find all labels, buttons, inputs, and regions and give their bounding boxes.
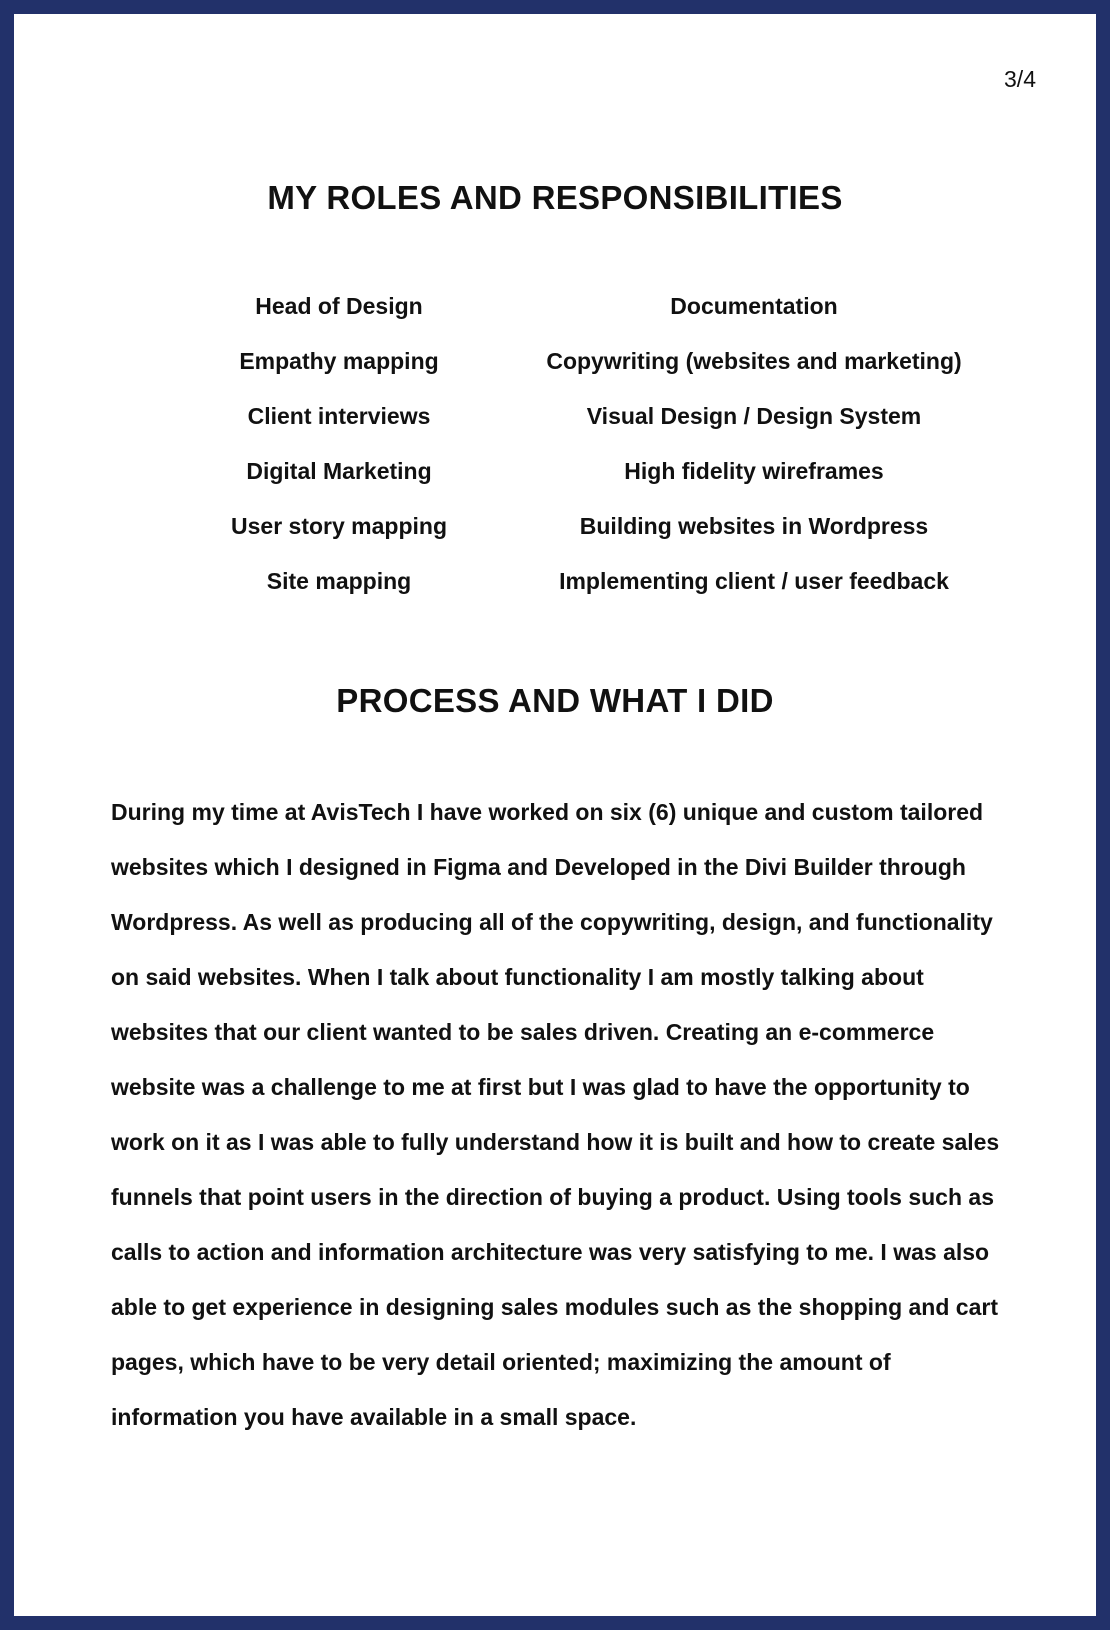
paragraph-line: funnels that point users in the direction of buying a product. Using tools such as [111, 1184, 994, 1210]
role-item: Head of Design [255, 293, 423, 319]
role-item: Implementing client / user feedback [559, 568, 949, 594]
process-paragraph [111, 797, 1011, 1457]
paragraph-line: websites which I designed in Figma and Developed in the Divi Builder through [111, 854, 966, 880]
paragraph-line: pages, which have to be very detail oriented; maximizing the amount of [111, 1349, 891, 1375]
role-item: Building websites in Wordpress [579, 513, 929, 539]
role-item: Digital Marketing [246, 458, 432, 484]
paragraph-line: websites that our client wanted to be sales driven. Creating an e-commerce [111, 1019, 935, 1045]
page-number: 3/4 [1004, 66, 1036, 92]
roles-list [14, 291, 1096, 621]
role-item: Site mapping [266, 568, 412, 594]
role-item: Empathy mapping [239, 348, 439, 374]
role-item: Client interviews [247, 403, 431, 429]
role-item: User story mapping [231, 513, 447, 539]
role-item: Visual Design / Design System [586, 403, 922, 429]
role-item: High fidelity wireframes [624, 458, 884, 484]
document-page [14, 14, 1096, 1616]
paragraph-line: information you have available in a small space. [111, 1404, 637, 1430]
role-item: Documentation [670, 293, 838, 319]
role-item: Copywriting (websites and marketing) [546, 348, 962, 374]
paragraph-line: on said websites. When I talk about functionality I am mostly talking about [111, 964, 924, 990]
roles-right-column [479, 291, 1029, 621]
paragraph-line: Wordpress. As well as producing all of the copywriting, design, and functionality [111, 909, 993, 935]
paragraph-line: able to get experience in designing sales modules such as the shopping and cart [111, 1294, 998, 1320]
roles-section-title: MY ROLES AND RESPONSIBILITIES [267, 179, 843, 216]
paragraph-line: website was a challenge to me at first but I was glad to have the opportunity to [111, 1074, 970, 1100]
process-section-title: PROCESS AND WHAT I DID [336, 682, 774, 719]
paragraph-line: During my time at AvisTech I have worked on six (6) unique and custom tailored [111, 799, 984, 825]
paragraph-line: calls to action and information architecture was very satisfying to me. I was also [111, 1239, 990, 1265]
paragraph-line: work on it as I was able to fully understand how it is built and how to create sales [111, 1129, 1000, 1155]
